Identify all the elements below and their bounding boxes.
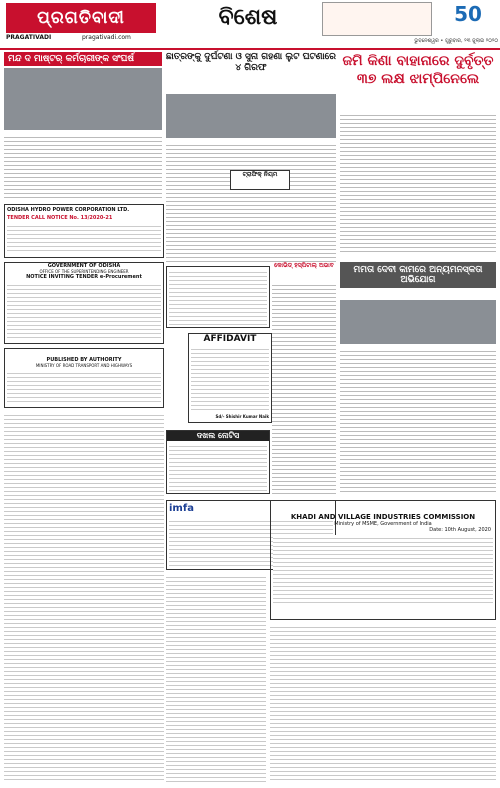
middle-box-title: ଟ୍ରାଫିକ୍ ନିୟମ (230, 170, 290, 190)
khadi-date: Date: 10th August, 2020 (429, 527, 491, 533)
khadi-subtitle: Ministry of MSME, Government of India (334, 521, 432, 527)
left-article-text (4, 134, 162, 200)
tender-subtitle: TENDER CALL NOTICE No. 13/2020-21 (7, 215, 113, 221)
anniversary-logo: 50 (454, 2, 482, 26)
masthead (0, 0, 500, 50)
possession-notice (166, 430, 270, 494)
tender-ad (4, 204, 164, 258)
section-title: ବିଶେଷ (218, 4, 278, 30)
middle-lower-text (166, 574, 266, 782)
govt-tender-ad (4, 262, 164, 344)
khadi-title: KHADI AND VILLAGE INDUSTRIES COMMISSION (290, 513, 476, 521)
middle-article-text (166, 142, 336, 262)
gazette-title: PUBLISHED BY AUTHORITY (46, 357, 122, 363)
tender-title: ODISHA HYDRO POWER CORPORATION LTD. (7, 207, 130, 213)
affidavit-signature: Sd/- Shishir Kumar Naik (215, 414, 269, 419)
affidavit-title: AFFIDAVIT (203, 334, 257, 344)
right-sub-article-text (272, 282, 336, 494)
right-headline: ଜମି କିଣା ବାହାନାରେ ଦୁର୍ବୃତ୍ତ ୩୭ ଲକ୍ଷ ଝାମ୍ପିନେଲେ (342, 53, 494, 87)
dateline: ଭୁବନେଶ୍ୱର • ଗୁରୁବାର, ୨୩ ଜୁଲାଇ ୨୦୨୦ (414, 38, 498, 44)
middle-notice-ad (166, 266, 270, 328)
left-photo (4, 68, 162, 130)
right-article-text (340, 112, 496, 252)
gazette-notification-text (4, 412, 164, 782)
khadi-ad (270, 500, 496, 620)
right-gray-headline: ମମତା ଦେବୀ କାମରେ ଅନ୍ୟମନସ୍କତା ଅଭିଯୋଗ (340, 262, 496, 288)
logo-subtitle: PRAGATIVADI (6, 34, 52, 41)
notice-title: NOTICE INVITING TENDER e-Procurement (26, 274, 142, 280)
notice-title: ଦଖଲ ନୋଟିସ (167, 431, 269, 441)
govt-subtitle: OFFICE OF THE SUPERINTENDING ENGINEER (39, 269, 129, 274)
left-headline: ମନ୍ଦ ଦ ମାଷ୍ଟର୍ କର୍ମଚାରୀଙ୍କ ସଂଘର୍ଷ (4, 52, 162, 66)
right-sub-headline: କୋଭିଡ୍ ହସ୍ପିଟାଲ୍ ଅଭାବ (274, 262, 334, 269)
khadi-details-text (270, 624, 496, 782)
gazette-subtitle: MINISTRY OF ROAD TRANSPORT AND HIGHWAYS (35, 363, 133, 368)
affidavit-box (188, 333, 272, 423)
imfa-logo: imfa (169, 503, 194, 514)
newspaper-logo[interactable]: ପ୍ରଗତିବାଦୀ (6, 3, 156, 33)
promo-box (322, 2, 432, 36)
middle-photo (166, 94, 336, 138)
govt-title: GOVERNMENT OF ODISHA (47, 263, 121, 269)
middle-headline: ଛାତ୍ରଙ୍କୁ ଦୁର୍ଘଟଣା ଓ ସୁନା ଗହଣା ଲୁଟ ଘଟଣାରେ ୪ ଗିରଫ (166, 52, 336, 73)
right-gray-article-text (340, 348, 496, 494)
right-photo (340, 300, 496, 344)
gazette-box (4, 348, 164, 408)
logo-url[interactable]: pragativadi.com (82, 34, 131, 41)
